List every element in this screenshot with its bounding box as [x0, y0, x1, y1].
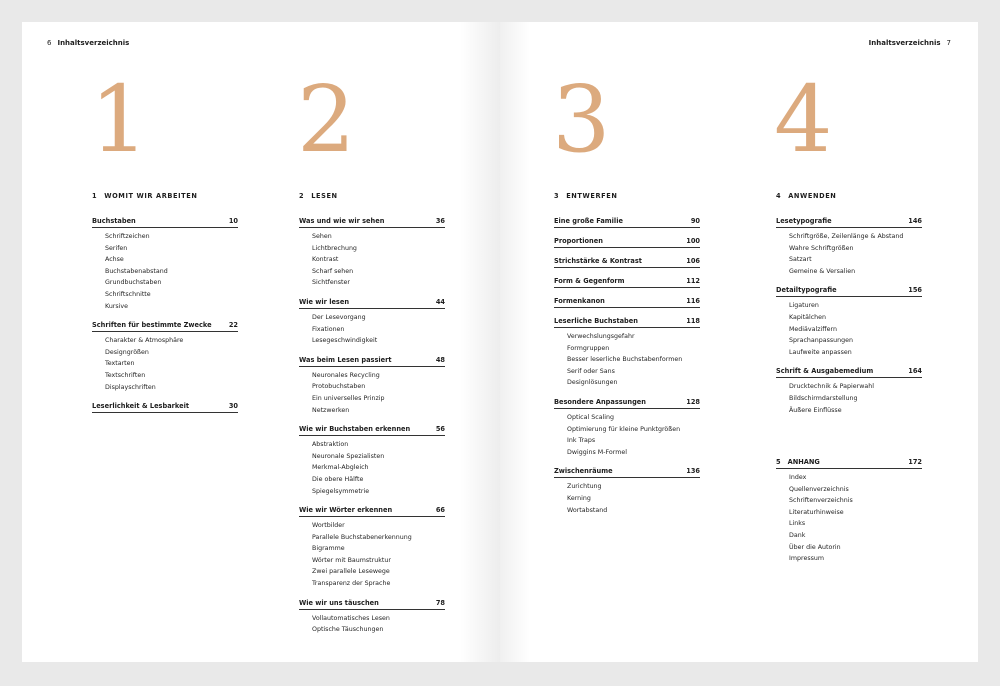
toc-section-entry[interactable] [554, 398, 700, 409]
subsection-item[interactable]: Sprachanpassungen [789, 337, 854, 345]
left-page-title: Inhaltsverzeichnis [57, 39, 130, 47]
section-page-number: 116 [686, 297, 700, 305]
chapter-title: ANWENDEN [788, 192, 837, 200]
chapter-entries [299, 217, 445, 636]
chapter-number: 3 [554, 192, 560, 200]
chapter-number: 4 [776, 192, 782, 200]
chapter-big-numeral: 2 [297, 66, 356, 173]
appendix-item[interactable]: Impressum [789, 555, 824, 563]
section-page-number: 44 [435, 297, 445, 306]
section-page-number: 136 [686, 467, 700, 476]
toc-section-entry[interactable] [299, 217, 445, 228]
chapter-number: 2 [299, 192, 305, 200]
toc-section-entry[interactable] [92, 217, 238, 228]
toc-section-entry[interactable] [554, 317, 700, 328]
section-title: Wie wir lesen [299, 297, 350, 306]
section-page-number: 90 [690, 217, 700, 225]
subsection-item[interactable]: Kerning [567, 494, 591, 502]
appendix-number: 5 [776, 458, 781, 466]
subsection-list [554, 412, 700, 458]
section-page-number: 156 [908, 286, 922, 295]
subsection-item[interactable]: Mediävalziffern [789, 325, 837, 333]
chapter-title: LESEN [311, 192, 338, 200]
section-title: Was beim Lesen passiert [299, 355, 392, 364]
subsection-item[interactable]: Ein universelles Prinzip [312, 394, 385, 402]
subsection-item[interactable]: Der Lesevorgang [312, 313, 366, 321]
subsection-item[interactable]: Designgrößen [105, 348, 149, 356]
section-title: Proportionen [554, 237, 603, 245]
toc-section-entry[interactable] [776, 286, 922, 297]
section-title: Schrift & Ausgabemedium [776, 367, 874, 376]
subsection-list [776, 381, 922, 416]
chapter-entries [554, 217, 700, 516]
subsection-item[interactable]: Vollautomatisches Lesen [312, 614, 390, 622]
right-running-head [869, 39, 951, 47]
toc-section-entry[interactable] [554, 277, 700, 288]
subsection-item[interactable]: Kursive [105, 302, 129, 310]
subsection-item[interactable]: Ligaturen [789, 302, 819, 310]
subsection-item[interactable]: Besser leserliche Buchstabenformen [567, 356, 683, 364]
section-page-number: 106 [686, 257, 700, 265]
subsection-item[interactable]: Wörter mit Baumstruktur [312, 556, 391, 564]
subsection-item[interactable]: Lesegeschwindigkeit [312, 337, 378, 345]
appendix-item[interactable]: Literaturhinweise [789, 508, 844, 516]
subsection-item[interactable]: Netzwerken [312, 406, 350, 414]
chapter-entries [92, 217, 238, 413]
toc-section-entry[interactable] [299, 599, 445, 610]
chapter-big-numeral: 4 [774, 66, 833, 173]
subsection-item[interactable]: Optimierung für kleine Punktgrößen [567, 425, 681, 433]
subsection-list [776, 300, 922, 358]
subsection-item[interactable]: Kontrast [312, 256, 339, 264]
chapter-number: 1 [92, 192, 98, 200]
left-page [22, 22, 500, 662]
section-title: Formenkanon [554, 297, 605, 305]
subsection-item[interactable]: Laufweite anpassen [789, 348, 852, 356]
appendix-item[interactable]: Quellenverzeichnis [789, 485, 849, 493]
subsection-item[interactable]: Textarten [105, 360, 135, 368]
subsection-item[interactable]: Optical Scaling [567, 413, 615, 421]
section-title: Leserliche Buchstaben [554, 317, 638, 325]
subsection-item[interactable]: Textschriften [105, 371, 146, 379]
subsection-item[interactable]: Gemeine & Versalien [789, 267, 856, 275]
subsection-item[interactable]: Abstraktion [312, 441, 349, 449]
subsection-item[interactable]: Bigramme [312, 545, 345, 553]
appendix-items [776, 472, 922, 565]
section-title: Besondere Anpassungen [554, 397, 646, 406]
section-title: Zwischenräume [554, 467, 613, 476]
section-title: Buchstaben [92, 217, 136, 225]
section-page-number: 100 [686, 237, 700, 245]
appendix-block [776, 458, 922, 565]
subsection-item[interactable]: Sichtfenster [312, 279, 350, 287]
toc-section-entry[interactable] [92, 321, 238, 332]
section-page-number: 22 [228, 321, 238, 330]
subsection-item[interactable]: Scharf sehen [312, 267, 354, 275]
section-title: Strichstärke & Kontrast [554, 257, 642, 265]
section-title: Leserlichkeit & Lesbarkeit [92, 402, 189, 411]
subsection-item[interactable]: Lichtbrechung [312, 244, 357, 252]
section-page-number: 164 [908, 367, 922, 376]
subsection-item[interactable]: Serif oder Sans [567, 367, 615, 375]
subsection-list [299, 520, 445, 590]
right-page-title: Inhaltsverzeichnis [868, 39, 941, 47]
section-page-number: 128 [686, 397, 700, 406]
toc-section-entry[interactable] [554, 237, 700, 248]
section-page-number: 66 [435, 506, 445, 515]
subsection-item[interactable]: Neuronale Spezialisten [312, 452, 385, 460]
subsection-list [299, 312, 445, 347]
section-page-number: 10 [228, 217, 238, 225]
subsection-item[interactable]: Merkmal-Abgleich [312, 464, 369, 472]
toc-section-entry[interactable] [299, 506, 445, 517]
toc-section-entry[interactable] [554, 297, 700, 308]
section-title: Wie wir uns täuschen [299, 598, 379, 607]
left-running-head [47, 39, 129, 47]
section-page-number: 146 [908, 217, 922, 225]
subsection-list [776, 231, 922, 277]
chapter-big-numeral: 1 [90, 66, 149, 173]
subsection-item[interactable]: Zwei parallele Lesewege [312, 568, 390, 576]
chapter-heading [776, 192, 836, 200]
subsection-list [92, 335, 238, 393]
subsection-item[interactable]: Ink Traps [567, 437, 596, 445]
subsection-item[interactable]: Schriftzeichen [105, 233, 150, 240]
subsection-item[interactable]: Dwiggins M-Formel [567, 448, 627, 456]
toc-section-entry[interactable] [299, 425, 445, 436]
right-page-number: 7 [946, 39, 951, 47]
section-page-number: 112 [686, 277, 700, 285]
section-page-number: 36 [435, 217, 445, 225]
subsection-item[interactable]: Achse [105, 256, 124, 264]
subsection-item[interactable]: Fixationen [312, 325, 345, 333]
subsection-item[interactable]: Displayschriften [105, 383, 156, 391]
subsection-list [92, 231, 238, 312]
subsection-item[interactable]: Protobuchstaben [312, 383, 366, 391]
section-title: Schriften für bestimmte Zwecke [92, 321, 212, 330]
toc-section-entry[interactable] [299, 298, 445, 309]
appendix-item[interactable]: Index [789, 474, 807, 481]
subsection-item[interactable]: Parallele Buchstabenerkennung [312, 533, 412, 541]
chapter-big-numeral: 3 [552, 66, 611, 173]
subsection-list [554, 481, 700, 516]
left-page-number: 6 [47, 39, 52, 47]
subsection-item[interactable]: Sehen [312, 233, 332, 240]
chapter-title: WOMIT WIR ARBEITEN [104, 192, 198, 200]
appendix-item[interactable]: Über die Autorin [789, 543, 841, 551]
chapter-heading [299, 192, 338, 200]
subsection-item[interactable]: Verwechslungsgefahr [567, 333, 635, 340]
toc-section-entry[interactable] [554, 217, 700, 228]
subsection-item[interactable]: Wortabstand [567, 506, 608, 514]
toc-section-entry[interactable] [554, 257, 700, 268]
subsection-item[interactable]: Drucktechnik & Papierwahl [789, 383, 874, 391]
appendix-item[interactable]: Links [789, 520, 806, 528]
chapter-heading [554, 192, 618, 200]
subsection-item[interactable]: Satzart [789, 256, 812, 264]
subsection-item[interactable]: Grundbuchstaben [105, 279, 162, 287]
subsection-item[interactable]: Charakter & Atmosphäre [105, 337, 184, 345]
subsection-item[interactable]: Serifen [105, 244, 128, 252]
subsection-list [299, 370, 445, 416]
appendix-item[interactable]: Schriftenverzeichnis [789, 497, 853, 505]
subsection-list [299, 613, 445, 636]
subsection-item[interactable]: Schriftgröße, Zeilenlänge & Abstand [789, 233, 904, 240]
section-page-number: 78 [435, 598, 445, 607]
subsection-item[interactable]: Wortbilder [312, 522, 345, 530]
subsection-item[interactable]: Neuronales Recycling [312, 371, 380, 379]
appendix-title: ANHANG [787, 458, 820, 466]
subsection-item[interactable]: Schriftschnitte [105, 290, 151, 298]
appendix-heading[interactable] [776, 458, 922, 469]
subsection-item[interactable]: Zurichtung [567, 483, 602, 491]
subsection-item[interactable]: Bildschirmdarstellung [789, 394, 858, 402]
section-page-number: 56 [435, 425, 445, 434]
subsection-item[interactable]: Spiegelsymmetrie [312, 487, 370, 495]
subsection-item[interactable]: Äußere Einflüsse [789, 406, 842, 414]
section-page-number: 48 [435, 355, 445, 364]
section-title: Eine große Familie [554, 217, 623, 225]
toc-section-entry[interactable] [776, 367, 922, 378]
section-title: Lesetypografie [776, 217, 832, 225]
subsection-item[interactable]: Die obere Hälfte [312, 475, 364, 483]
subsection-list [299, 231, 445, 289]
subsection-item[interactable]: Transparenz der Sprache [312, 580, 391, 588]
subsection-item[interactable]: Optische Täuschungen [312, 626, 384, 634]
right-page [500, 22, 978, 662]
section-page-number: 30 [228, 402, 238, 411]
subsection-item[interactable]: Wahre Schriftgrößen [789, 244, 854, 252]
section-title: Was und wie wir sehen [299, 217, 385, 225]
appendix-page: 172 [908, 458, 922, 466]
subsection-item[interactable]: Buchstabenabstand [105, 267, 168, 275]
toc-section-entry[interactable] [554, 467, 700, 478]
subsection-list [299, 439, 445, 497]
toc-section-entry[interactable] [299, 356, 445, 367]
appendix-item[interactable]: Dank [789, 531, 806, 539]
chapter-entries [776, 217, 922, 416]
section-title: Detailtypografie [776, 286, 837, 295]
subsection-item[interactable]: Formgruppen [567, 344, 610, 352]
section-page-number: 118 [686, 317, 700, 325]
chapter-title: ENTWERFEN [566, 192, 618, 200]
section-title: Form & Gegenform [554, 277, 625, 285]
subsection-list [554, 331, 700, 389]
subsection-item[interactable]: Designlösungen [567, 379, 618, 387]
toc-section-entry[interactable] [92, 402, 238, 413]
subsection-item[interactable]: Kapitälchen [789, 313, 827, 321]
section-title: Wie wir Wörter erkennen [299, 506, 393, 515]
section-title: Wie wir Buchstaben erkennen [299, 425, 411, 434]
chapter-heading [92, 192, 197, 200]
toc-section-entry[interactable] [776, 217, 922, 228]
